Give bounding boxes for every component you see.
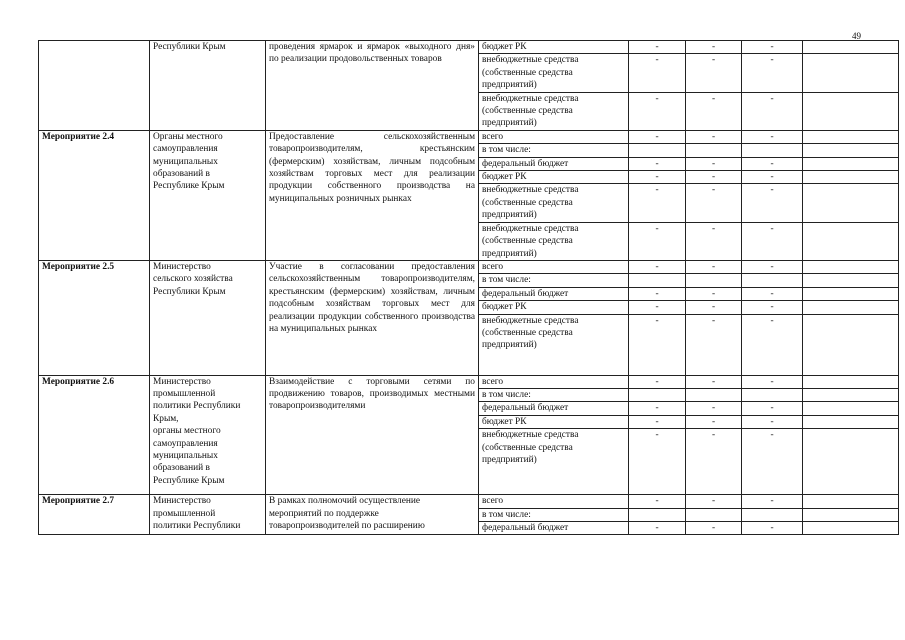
executor-cell xyxy=(150,260,266,375)
funding-source-cell: бюджет РК xyxy=(479,171,629,184)
funding-source-cell: всего xyxy=(479,375,629,388)
table-row xyxy=(39,41,899,54)
program-activities-table xyxy=(38,40,899,535)
description-line: товаропроизводителей по расширению xyxy=(269,520,425,531)
description-cell: Взаимодействие с торговыми сетями по продвижению товаров, производимых местными товаропроизводителями xyxy=(266,375,479,495)
executor-cell: Республики Крым xyxy=(150,41,266,131)
activity-name-cell xyxy=(39,41,150,131)
value-cell: - xyxy=(629,429,686,495)
activity-name-cell: Мероприятие 2.7 xyxy=(39,495,150,535)
table-row xyxy=(39,260,899,273)
executor-line: образований в xyxy=(153,169,210,180)
value-cell xyxy=(803,222,899,260)
value-cell: - xyxy=(629,495,686,508)
table-row xyxy=(39,130,899,143)
executor-line: Министерство xyxy=(153,376,211,387)
value-cell: - xyxy=(629,260,686,273)
funding-source-cell: федеральный бюджет xyxy=(479,287,629,300)
value-cell: - xyxy=(629,222,686,260)
activity-name-cell: Мероприятие 2.5 xyxy=(39,260,150,375)
value-cell: - xyxy=(629,157,686,170)
table-row xyxy=(39,375,899,388)
description-cell: проведения ярмарок и ярмарок «выходного дня» по реализации продовольственных товаров xyxy=(266,41,479,131)
funding-source-cell: всего xyxy=(479,260,629,273)
value-cell: - xyxy=(629,92,686,130)
value-cell: - xyxy=(686,184,742,222)
value-cell: - xyxy=(629,171,686,184)
value-cell xyxy=(803,260,899,273)
executor-line: Органы местного xyxy=(153,131,223,142)
value-cell xyxy=(803,314,899,375)
executor-line: самоуправления xyxy=(153,438,218,449)
funding-source-cell: в том числе: xyxy=(479,508,629,521)
value-cell xyxy=(803,402,899,415)
value-cell: - xyxy=(686,402,742,415)
value-cell xyxy=(686,508,742,521)
executor-line: Республике Крым xyxy=(153,181,225,192)
executor-line: Министерство xyxy=(153,496,211,507)
value-cell xyxy=(686,274,742,287)
description-cell xyxy=(266,495,479,535)
value-cell xyxy=(803,388,899,401)
executor-line: муниципальных xyxy=(153,450,218,461)
executor-line: Министерство xyxy=(153,261,211,272)
value-cell: - xyxy=(742,402,803,415)
value-cell xyxy=(629,144,686,157)
funding-source-cell: внебюджетные средства (собственные средства предприятий) xyxy=(479,314,629,375)
page-number: 49 xyxy=(852,31,861,41)
executor-cell xyxy=(150,375,266,495)
value-cell xyxy=(742,388,803,401)
value-cell xyxy=(803,41,899,54)
value-cell: - xyxy=(742,130,803,143)
executor-line: Республики Крым xyxy=(153,286,226,297)
value-cell: - xyxy=(686,41,742,54)
value-cell: - xyxy=(629,130,686,143)
funding-source-cell: в том числе: xyxy=(479,388,629,401)
value-cell xyxy=(629,274,686,287)
value-cell xyxy=(803,375,899,388)
value-cell: - xyxy=(686,375,742,388)
funding-source-cell: федеральный бюджет xyxy=(479,157,629,170)
executor-line: Крым, xyxy=(153,413,179,424)
value-cell: - xyxy=(742,415,803,428)
value-cell: - xyxy=(629,415,686,428)
value-cell: - xyxy=(686,287,742,300)
value-cell: - xyxy=(742,495,803,508)
funding-source-cell: внебюджетные средства (собственные средства предприятий) xyxy=(479,92,629,130)
value-cell: - xyxy=(629,184,686,222)
activity-name-cell: Мероприятие 2.6 xyxy=(39,375,150,495)
value-cell: - xyxy=(686,314,742,375)
value-cell: - xyxy=(629,301,686,314)
executor-line: сельского хозяйства xyxy=(153,274,233,285)
executor-line: промышленной xyxy=(153,508,216,519)
value-cell: - xyxy=(742,157,803,170)
value-cell xyxy=(803,301,899,314)
value-cell: - xyxy=(686,415,742,428)
value-cell: - xyxy=(686,130,742,143)
value-cell: - xyxy=(742,222,803,260)
executor-line: политики Республики xyxy=(153,520,241,531)
value-cell xyxy=(803,144,899,157)
value-cell: - xyxy=(742,429,803,495)
value-cell: - xyxy=(629,314,686,375)
value-cell: - xyxy=(686,171,742,184)
funding-source-cell: в том числе: xyxy=(479,144,629,157)
value-cell xyxy=(803,287,899,300)
value-cell: - xyxy=(742,92,803,130)
executor-line: самоуправления xyxy=(153,144,218,155)
activity-name-cell: Мероприятие 2.4 xyxy=(39,130,150,260)
value-cell xyxy=(803,92,899,130)
executor-line: политики Республики xyxy=(153,401,241,412)
value-cell xyxy=(742,144,803,157)
value-cell xyxy=(803,54,899,92)
value-cell: - xyxy=(742,184,803,222)
funding-source-cell: внебюджетные средства (собственные средства предприятий) xyxy=(479,54,629,92)
value-cell xyxy=(629,508,686,521)
value-cell: - xyxy=(742,54,803,92)
value-cell xyxy=(629,388,686,401)
value-cell: - xyxy=(742,41,803,54)
value-cell: - xyxy=(742,375,803,388)
executor-line: муниципальных xyxy=(153,156,218,167)
value-cell xyxy=(803,274,899,287)
value-cell: - xyxy=(742,171,803,184)
value-cell: - xyxy=(629,54,686,92)
funding-source-cell: внебюджетные средства (собственные средства предприятий) xyxy=(479,184,629,222)
value-cell: - xyxy=(629,375,686,388)
value-cell: - xyxy=(686,521,742,534)
executor-line: промышленной xyxy=(153,388,216,399)
value-cell xyxy=(803,184,899,222)
funding-source-cell: бюджет РК xyxy=(479,301,629,314)
value-cell: - xyxy=(629,521,686,534)
value-cell xyxy=(803,130,899,143)
value-cell: - xyxy=(686,157,742,170)
value-cell: - xyxy=(742,260,803,273)
funding-source-cell: бюджет РК xyxy=(479,41,629,54)
value-cell: - xyxy=(742,287,803,300)
executor-cell xyxy=(150,130,266,260)
description-cell: Предоставление сельскохозяйственным товаропроизводителям, крестьянским (фермерским) хозяйствам, личным подсобным хозяйствам торговых мест для реализации продукции собственного производства на муниципальных розничных рынках xyxy=(266,130,479,260)
value-cell xyxy=(686,388,742,401)
executor-line: Республике Крым xyxy=(153,475,225,486)
value-cell: - xyxy=(742,314,803,375)
executor-line: органы местного xyxy=(153,426,221,437)
funding-source-cell: внебюджетные средства (собственные средства предприятий) xyxy=(479,429,629,495)
funding-source-cell: в том числе: xyxy=(479,274,629,287)
value-cell: - xyxy=(686,495,742,508)
value-cell xyxy=(803,508,899,521)
description-line: В рамках полномочий осуществление xyxy=(269,496,421,507)
value-cell: - xyxy=(686,92,742,130)
value-cell: - xyxy=(686,222,742,260)
funding-source-cell: всего xyxy=(479,130,629,143)
value-cell xyxy=(803,157,899,170)
funding-source-cell: всего xyxy=(479,495,629,508)
value-cell: - xyxy=(686,54,742,92)
funding-source-cell: федеральный бюджет xyxy=(479,402,629,415)
value-cell xyxy=(742,274,803,287)
value-cell xyxy=(686,144,742,157)
value-cell xyxy=(803,521,899,534)
value-cell: - xyxy=(686,429,742,495)
value-cell: - xyxy=(629,402,686,415)
value-cell xyxy=(803,415,899,428)
value-cell: - xyxy=(742,521,803,534)
description-cell: Участие в согласовании предоставления сельскохозяйственным товаропроизводителям, крестьянским (фермерским) хозяйствам, личным подсобным хозяйствам торговых мест для реализации продукции собственного производства на муниципальных рынках xyxy=(266,260,479,375)
funding-source-cell: федеральный бюджет xyxy=(479,521,629,534)
funding-source-cell: бюджет РК xyxy=(479,415,629,428)
value-cell: - xyxy=(629,41,686,54)
value-cell xyxy=(803,429,899,495)
description-line: мероприятий по поддержке xyxy=(269,508,379,519)
executor-line: образований в xyxy=(153,463,210,474)
executor-cell xyxy=(150,495,266,535)
value-cell: - xyxy=(686,260,742,273)
value-cell: - xyxy=(629,287,686,300)
table-row xyxy=(39,495,899,508)
value-cell xyxy=(803,495,899,508)
value-cell: - xyxy=(742,301,803,314)
value-cell: - xyxy=(686,301,742,314)
value-cell xyxy=(803,171,899,184)
value-cell xyxy=(742,508,803,521)
funding-source-cell: внебюджетные средства (собственные средства предприятий) xyxy=(479,222,629,260)
